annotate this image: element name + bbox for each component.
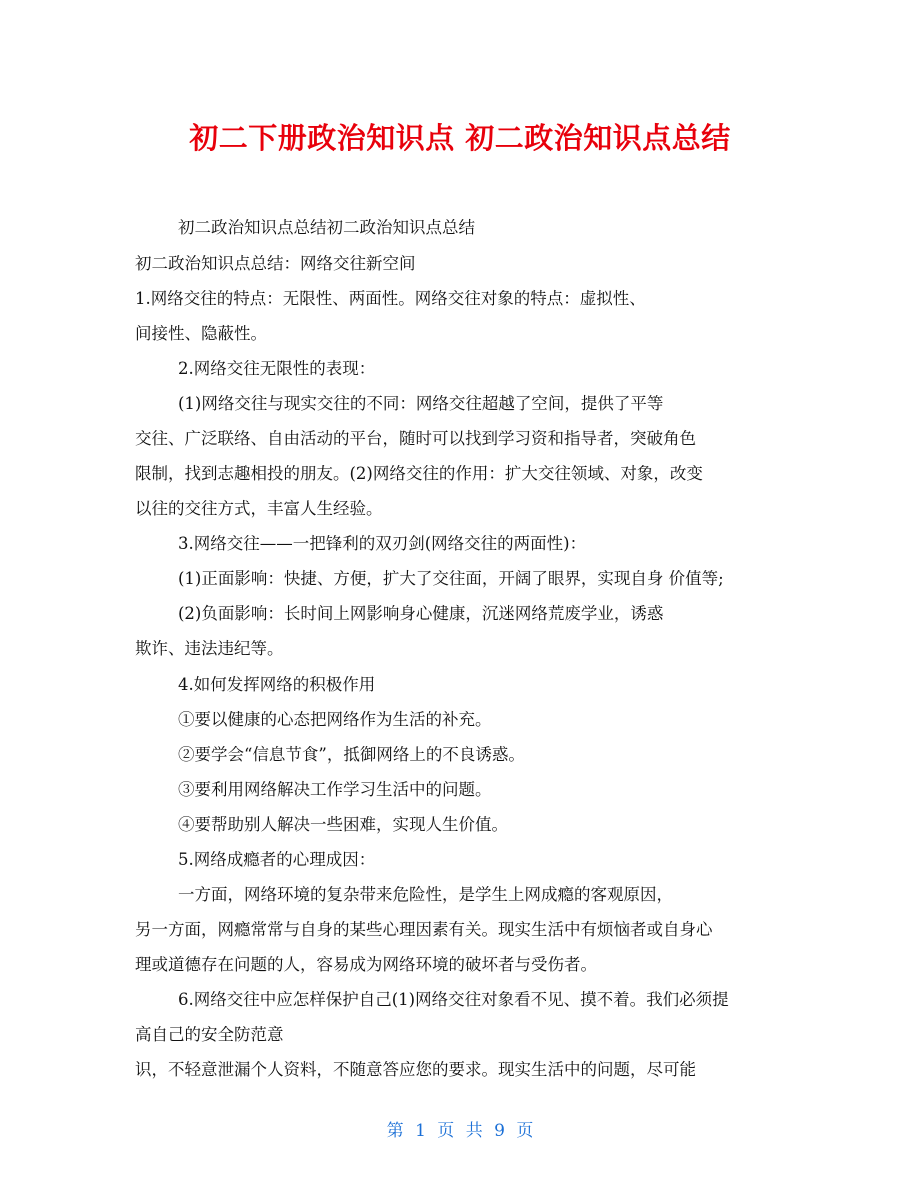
paragraph-line: 限制，找到志趣相投的朋友。(2)网络交往的作用：扩大交往领域、对象，改变 xyxy=(135,464,703,483)
paragraph-line: 间接性、隐蔽性。 xyxy=(135,324,267,343)
paragraph-line: 初二政治知识点总结初二政治知识点总结 xyxy=(178,218,475,237)
page-number-footer: 第 1 页 共 9 页 xyxy=(386,1121,534,1141)
paragraph-line: 理或道德存在问题的人，容易成为网络环境的破坏者与受伤者。 xyxy=(135,955,597,974)
paragraph-line: 2.网络交往无限性的表现： xyxy=(178,359,376,378)
paragraph-line: 6.网络交往中应怎样保护自己(1)网络交往对象看不见、摸不着。我们必须提 xyxy=(178,990,729,1009)
paragraph-line: 以往的交往方式，丰富人生经验。 xyxy=(135,499,383,518)
document-title: 初二下册政治知识点 初二政治知识点总结 xyxy=(189,121,731,155)
paragraph-line: 一方面，网络环境的复杂带来危险性，是学生上网成瘾的客观原因， xyxy=(178,885,673,904)
paragraph-line: 4.如何发挥网络的积极作用 xyxy=(178,675,376,694)
paragraph-line: (1)正面影响：快捷、方便，扩大了交往面，开阔了眼界，实现自身 价值等; xyxy=(178,569,724,588)
paragraph-line: 识，不轻意泄漏个人资料，不随意答应您的要求。现实生活中的问题，尽可能 xyxy=(135,1060,696,1079)
paragraph-line: 初二政治知识点总结：网络交往新空间 xyxy=(135,254,416,273)
paragraph-line: 3.网络交往——一把锋利的双刃剑(网络交往的两面性)： xyxy=(178,534,587,553)
paragraph-line: 另一方面，网瘾常常与自身的某些心理因素有关。现实生活中有烦恼者或自身心 xyxy=(135,920,713,939)
paragraph-line: (1)网络交往与现实交往的不同：网络交往超越了空间，提供了平等 xyxy=(178,394,664,413)
paragraph-line: ②要学会“信息节食”，抵御网络上的不良诱惑。 xyxy=(178,745,525,764)
paragraph-line: 欺诈、违法违纪等。 xyxy=(135,639,284,658)
paragraph-line: ①要以健康的心态把网络作为生活的补充。 xyxy=(178,710,492,729)
paragraph-line: ④要帮助别人解决一些困难，实现人生价值。 xyxy=(178,815,508,834)
paragraph-line: 交往、广泛联络、自由活动的平台，随时可以找到学习资和指导者，突破角色 xyxy=(135,429,696,448)
paragraph-line: 5.网络成瘾者的心理成因： xyxy=(178,850,376,869)
paragraph-line: (2)负面影响：长时间上网影响身心健康，沉迷网络荒废学业，诱惑 xyxy=(178,604,664,623)
paragraph-line: 1.网络交往的特点：无限性、两面性。网络交往对象的特点：虚拟性、 xyxy=(135,289,646,308)
paragraph-line: 高自己的安全防范意 xyxy=(135,1025,284,1044)
paragraph-line: ③要利用网络解决工作学习生活中的问题。 xyxy=(178,780,492,799)
